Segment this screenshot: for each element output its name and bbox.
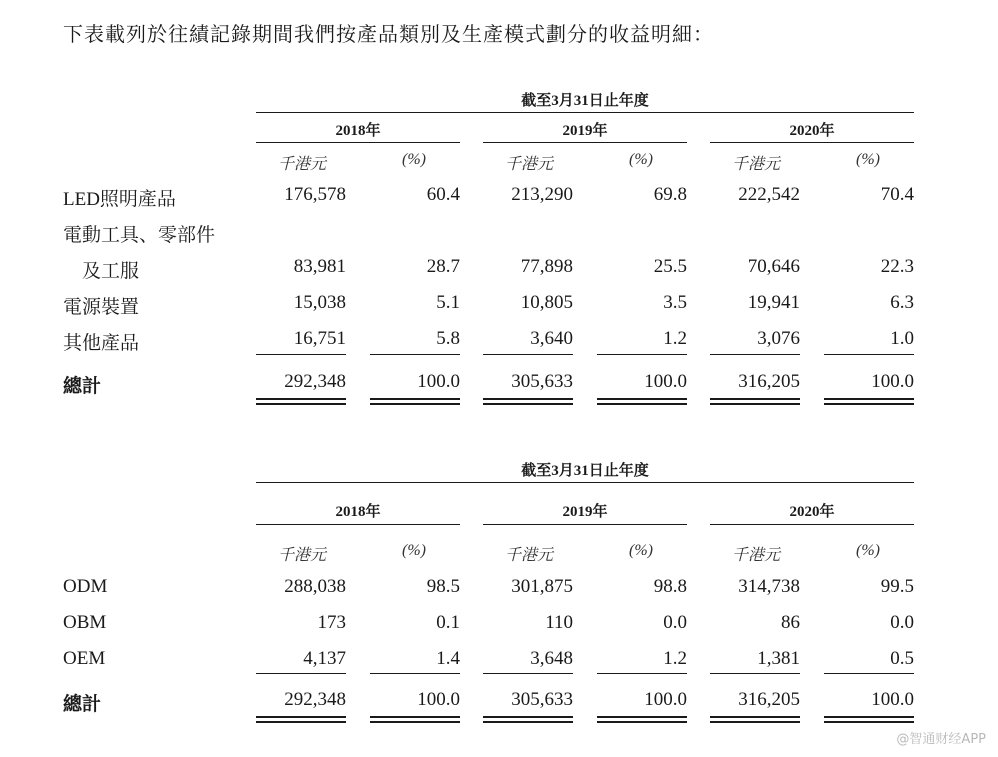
total-value: 305,633 xyxy=(511,371,573,392)
double-rule xyxy=(483,398,573,405)
cell-value: 173 xyxy=(317,612,346,633)
cell-value: 0.0 xyxy=(890,612,914,633)
year-2018: 2018年 xyxy=(335,123,381,139)
cell-value: 77,898 xyxy=(520,256,573,277)
cell-value: 69.8 xyxy=(653,184,687,205)
total-value: 292,348 xyxy=(284,371,346,392)
year-rule-2019 xyxy=(483,142,687,143)
cell-value: 5.1 xyxy=(436,292,460,313)
total-value: 292,348 xyxy=(284,689,346,710)
cell-value: 60.4 xyxy=(426,184,460,205)
intro-text: 下表載列於往績記錄期間我們按產品類別及生產模式劃分的收益明細： xyxy=(63,24,714,46)
year-2019: 2019年 xyxy=(562,123,608,139)
cell-value: 98.8 xyxy=(653,576,687,597)
span-header: 截至3月31日止年度 xyxy=(521,93,649,109)
total-value: 100.0 xyxy=(644,371,687,392)
row-label: 及工服 xyxy=(63,261,140,282)
unit-pct: (%) xyxy=(402,542,426,559)
double-rule xyxy=(710,716,800,723)
cell-value: 1.2 xyxy=(663,328,687,349)
subtotal-rule xyxy=(710,673,800,674)
cell-value: 1,381 xyxy=(757,648,800,669)
unit-hkd: 千港元 xyxy=(277,156,326,173)
total-value: 100.0 xyxy=(644,689,687,710)
double-rule xyxy=(483,716,573,723)
year-rule-2019 xyxy=(483,524,687,525)
cell-value: 83,981 xyxy=(293,256,346,277)
cell-value: 86 xyxy=(781,612,800,633)
unit-hkd: 千港元 xyxy=(731,547,780,564)
cell-value: 3.5 xyxy=(663,292,687,313)
cell-value: 3,640 xyxy=(530,328,573,349)
row-label: 電動工具、零部件 xyxy=(63,225,216,246)
double-rule xyxy=(256,398,346,405)
row-label: 其他產品 xyxy=(63,333,140,354)
row-label: LED照明產品 xyxy=(63,189,176,210)
unit-pct: (%) xyxy=(629,151,653,168)
cell-value: 176,578 xyxy=(284,184,346,205)
subtotal-rule xyxy=(597,354,687,355)
double-rule xyxy=(710,398,800,405)
total-value: 316,205 xyxy=(738,371,800,392)
double-rule xyxy=(597,716,687,723)
cell-value: 314,738 xyxy=(738,576,800,597)
cell-value: 6.3 xyxy=(890,292,914,313)
cell-value: 70.4 xyxy=(880,184,914,205)
cell-value: 5.8 xyxy=(436,328,460,349)
total-label: 總計 xyxy=(63,694,102,715)
cell-value: 110 xyxy=(545,612,573,633)
span-header-rule xyxy=(256,482,914,483)
year-2020: 2020年 xyxy=(789,123,835,139)
row-label: OEM xyxy=(63,648,106,669)
double-rule xyxy=(370,398,460,405)
cell-value: 301,875 xyxy=(511,576,573,597)
year-rule-2018 xyxy=(256,524,460,525)
double-rule xyxy=(824,398,914,405)
unit-pct: (%) xyxy=(402,151,426,168)
subtotal-rule xyxy=(256,354,346,355)
cell-value: 98.5 xyxy=(426,576,460,597)
subtotal-rule xyxy=(370,673,460,674)
total-value: 100.0 xyxy=(417,689,460,710)
unit-pct: (%) xyxy=(629,542,653,559)
unit-hkd: 千港元 xyxy=(504,156,553,173)
double-rule xyxy=(824,716,914,723)
double-rule xyxy=(256,716,346,723)
span-header-rule xyxy=(256,112,914,113)
year-rule-2018 xyxy=(256,142,460,143)
subtotal-rule xyxy=(483,673,573,674)
cell-value: 288,038 xyxy=(284,576,346,597)
cell-value: 16,751 xyxy=(293,328,346,349)
row-label: ODM xyxy=(63,576,108,597)
unit-pct: (%) xyxy=(856,151,880,168)
year-rule-2020 xyxy=(710,524,914,525)
total-value: 316,205 xyxy=(738,689,800,710)
cell-value: 1.0 xyxy=(890,328,914,349)
cell-value: 0.5 xyxy=(890,648,914,669)
total-value: 100.0 xyxy=(417,371,460,392)
total-value: 100.0 xyxy=(871,371,914,392)
year-2019: 2019年 xyxy=(562,504,608,520)
unit-hkd: 千港元 xyxy=(504,547,553,564)
cell-value: 15,038 xyxy=(293,292,346,313)
cell-value: 213,290 xyxy=(511,184,573,205)
subtotal-rule xyxy=(710,354,800,355)
cell-value: 1.4 xyxy=(436,648,460,669)
watermark: @智通财经APP xyxy=(896,732,986,747)
unit-pct: (%) xyxy=(856,542,880,559)
year-rule-2020 xyxy=(710,142,914,143)
subtotal-rule xyxy=(483,354,573,355)
cell-value: 25.5 xyxy=(653,256,687,277)
double-rule xyxy=(370,716,460,723)
span-header: 截至3月31日止年度 xyxy=(521,463,649,479)
subtotal-rule xyxy=(597,673,687,674)
total-label: 總計 xyxy=(63,376,102,397)
cell-value: 1.2 xyxy=(663,648,687,669)
subtotal-rule xyxy=(370,354,460,355)
unit-hkd: 千港元 xyxy=(277,547,326,564)
subtotal-rule xyxy=(256,673,346,674)
double-rule xyxy=(597,398,687,405)
subtotal-rule xyxy=(824,354,914,355)
unit-hkd: 千港元 xyxy=(731,156,780,173)
cell-value: 99.5 xyxy=(880,576,914,597)
subtotal-rule xyxy=(824,673,914,674)
cell-value: 222,542 xyxy=(738,184,800,205)
cell-value: 70,646 xyxy=(747,256,800,277)
cell-value: 19,941 xyxy=(747,292,800,313)
cell-value: 4,137 xyxy=(303,648,346,669)
cell-value: 0.0 xyxy=(663,612,687,633)
cell-value: 3,076 xyxy=(757,328,800,349)
cell-value: 28.7 xyxy=(426,256,460,277)
total-value: 100.0 xyxy=(871,689,914,710)
year-2018: 2018年 xyxy=(335,504,381,520)
cell-value: 0.1 xyxy=(436,612,460,633)
cell-value: 22.3 xyxy=(880,256,914,277)
row-label: 電源裝置 xyxy=(63,297,140,318)
total-value: 305,633 xyxy=(511,689,573,710)
row-label: OBM xyxy=(63,612,107,633)
cell-value: 3,648 xyxy=(530,648,573,669)
year-2020: 2020年 xyxy=(789,504,835,520)
cell-value: 10,805 xyxy=(520,292,573,313)
